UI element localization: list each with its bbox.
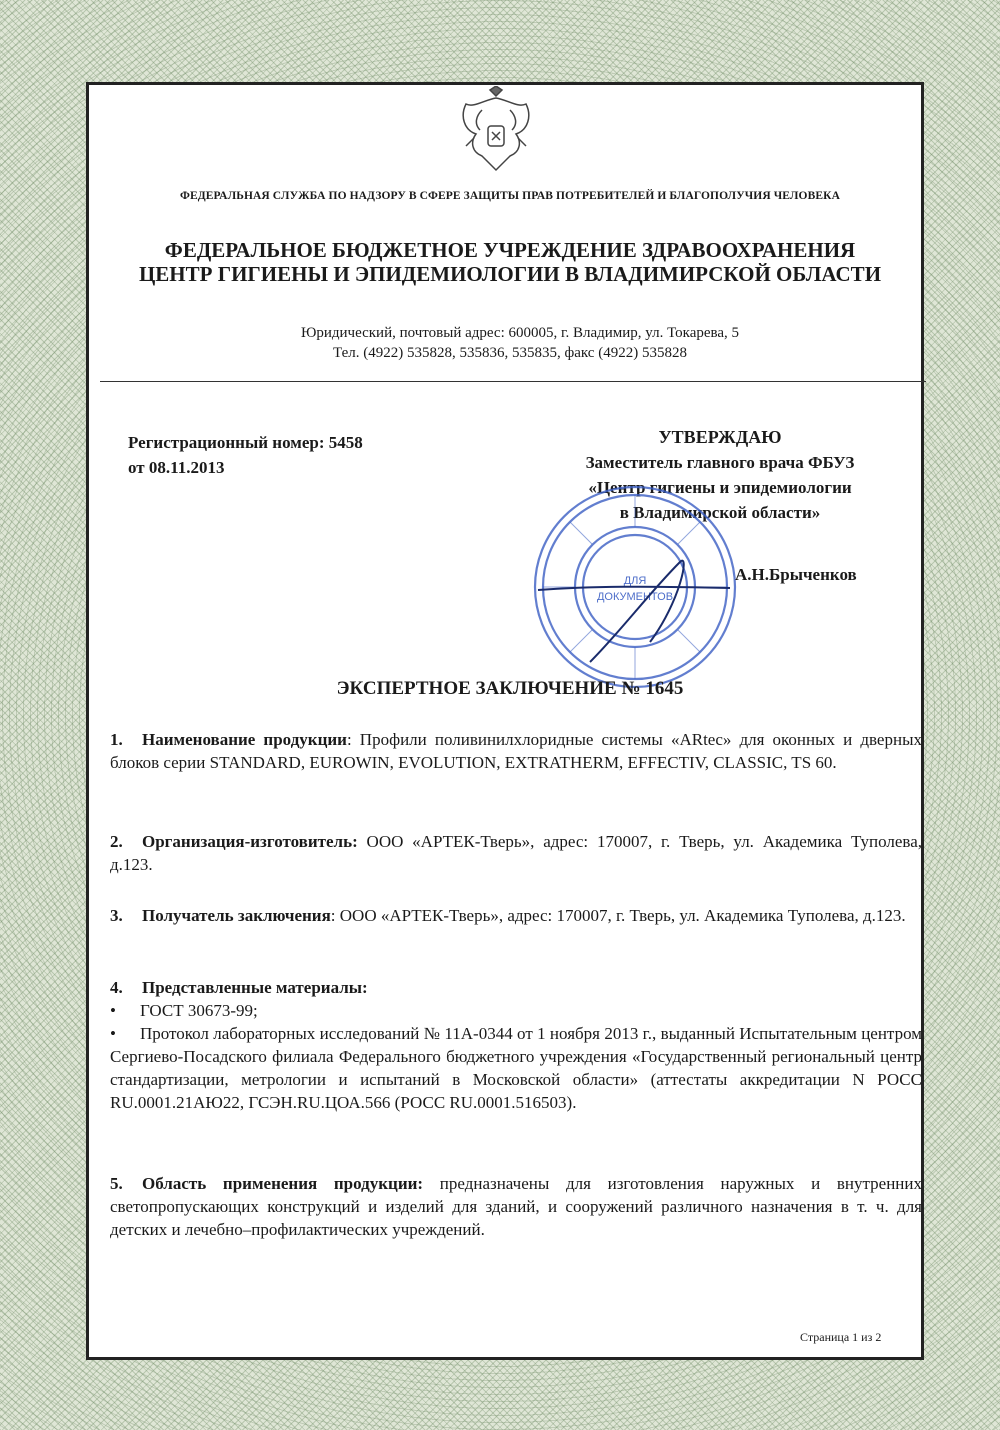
section-2-text: ООО «АРТЕК-Тверь», адрес: 170007, г. Тверь, ул. Академика Туполева, д.123. xyxy=(110,832,922,874)
section-5-number: 5. xyxy=(110,1174,123,1193)
approval-org-line2: в Владимирской области» xyxy=(619,503,821,522)
section-3-number: 3. xyxy=(110,906,123,925)
materials-item-2: • Протокол лабораторных исследований № 11А-0344 от 1 ноября 2013 г., выданный Испытательным центром Сергиево-Посадского филиала Федерального бюджетного учреждения «Государственный региональный центр стандартизации, метрологии и испытаний в Московской области» (аттестаты аккредитации N РОСС RU.0001.21АЮ22, ГСЭН.RU.ЦОА.566 (РОСС RU.0001.516503). xyxy=(110,1024,922,1112)
approval-org-line1: «Центр гигиены и эпидемиологии xyxy=(588,478,852,497)
section-4-number: 4. xyxy=(110,978,123,997)
section-1-text: : Профили поливинилхлоридные системы «ARtec» для оконных и дверных блоков серии STANDARD, EUROWIN, EVOLUTION, EXTRATHERM, EFFECTIV, CLASSIC, TS 60. xyxy=(110,730,922,772)
bullet-icon: • xyxy=(110,1024,116,1043)
section-2 xyxy=(110,830,922,876)
section-5 xyxy=(110,1172,922,1241)
section-1-label: Наименование продукции xyxy=(142,730,347,749)
agency-name: ФЕДЕРАЛЬНАЯ СЛУЖБА ПО НАДЗОРУ В СФЕРЕ ЗАЩИТЫ ПРАВ ПОТРЕБИТЕЛЕЙ И БЛАГОПОЛУЧИЯ ЧЕЛОВЕКА xyxy=(180,190,840,202)
signer-name: А.Н.Брыченков xyxy=(735,565,857,584)
contact-phones: Тел. (4922) 535828, 535836, 535835, факс (4922) 535828 xyxy=(333,345,687,361)
stamp-text-top: ДЛЯ xyxy=(623,575,647,587)
section-1 xyxy=(110,728,922,774)
section-4 xyxy=(110,976,922,1114)
section-5-text: предназначены для изготовления наружных и внутренних светопропускающих конструкций и изделий для зданий, и сооружений различного назначения в т. ч. для детских и лечебно–профилактических учреждений. xyxy=(110,1174,922,1239)
header-divider xyxy=(100,381,926,382)
registration-date: от 08.11.2013 xyxy=(128,458,225,477)
registration-number: Регистрационный номер: 5458 xyxy=(128,433,363,452)
approval-heading: УТВЕРЖДАЮ xyxy=(658,427,782,447)
official-stamp xyxy=(530,482,740,692)
section-2-number: 2. xyxy=(110,832,123,851)
section-1-number: 1. xyxy=(110,730,123,749)
approval-position: Заместитель главного врача ФБУЗ xyxy=(585,453,855,472)
section-3-text: : ООО «АРТЕК-Тверь», адрес: 170007, г. Тверь, ул. Академика Туполева, д.123. xyxy=(330,906,906,925)
bullet-icon: • xyxy=(110,1001,116,1020)
organization-name-line1: ФЕДЕРАЛЬНОЕ БЮДЖЕТНОЕ УЧРЕЖДЕНИЕ ЗДРАВООХРАНЕНИЯ xyxy=(164,238,856,262)
page-number: Страница 1 из 2 xyxy=(800,1330,882,1344)
section-5-label: Область применения продукции: xyxy=(142,1174,424,1193)
document-title: ЭКСПЕРТНОЕ ЗАКЛЮЧЕНИЕ № 1645 xyxy=(336,678,684,699)
section-4-label: Представленные материалы: xyxy=(142,978,368,997)
section-3 xyxy=(110,904,922,927)
section-3-label: Получатель заключения xyxy=(142,906,331,925)
organization-name-line2: ЦЕНТР ГИГИЕНЫ И ЭПИДЕМИОЛОГИИ В ВЛАДИМИРСКОЙ ОБЛАСТИ xyxy=(138,262,882,286)
section-2-label: Организация-изготовитель: xyxy=(142,832,358,851)
stamp-text-bottom: ДОКУМЕНТОВ xyxy=(596,591,674,603)
legal-address: Юридический, почтовый адрес: 600005, г. Владимир, ул. Токарева, 5 xyxy=(300,325,740,341)
materials-item-1: • ГОСТ 30673-99; xyxy=(110,1001,258,1020)
registration-block xyxy=(128,430,363,480)
coat-of-arms-icon xyxy=(446,86,546,176)
